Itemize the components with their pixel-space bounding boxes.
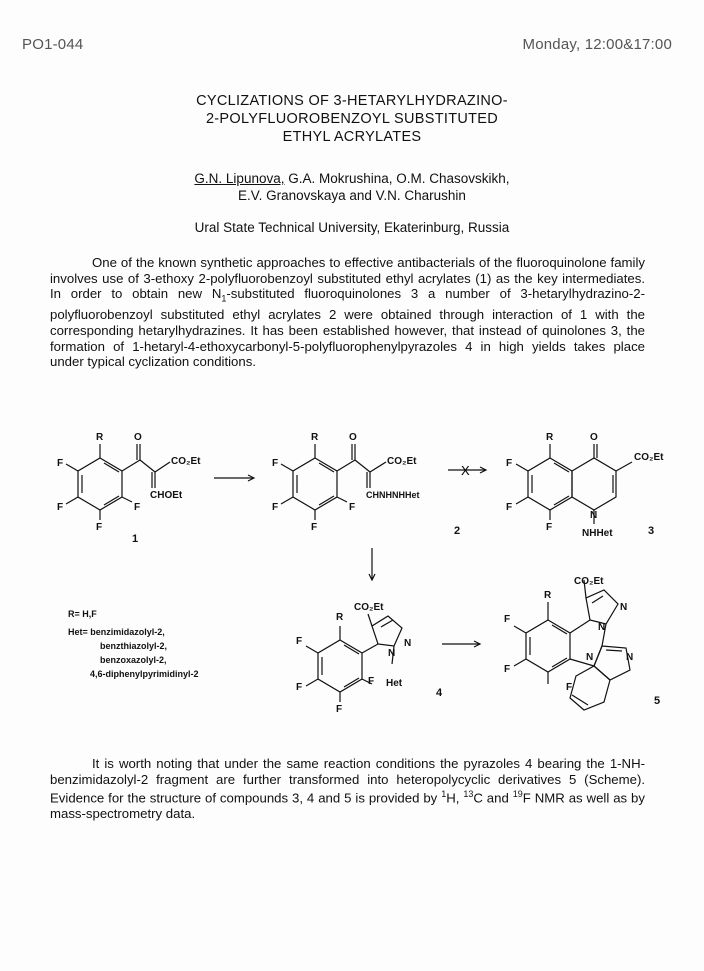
svg-text:O: O (134, 432, 142, 443)
svg-text:F: F (506, 458, 513, 469)
svg-text:F: F (546, 522, 553, 533)
svg-text:N: N (586, 652, 594, 663)
svg-text:F: F (504, 664, 511, 675)
svg-text:N: N (388, 648, 396, 659)
affiliation: Ural State Technical University, Ekaterinburg, Russia (194, 220, 510, 235)
paragraph-intro: One of the known synthetic approaches to effective antibacterials of the fluoroquinolone family involves use of 3-ethoxy 2-polyfluorobenzoyl substituted ethyl acrylates (1) as the key intermediates. In order to obtain new $N_1$-substituted fluoroquinolones 3 a number of 3-hetarylhydrazino-2-polyfluorobenzoyl substituted ethyl acrylates 2 were obtained through interaction of 1 with the corresponding hetarylhydrazines. It has been established however, that instead of quinolones 3, the formation of 1-hetaryl-4-ethoxycarbonyl-5-polyfluorophenylpyrazoles 4 in high yields takes place under typical cyclization conditions. (50, 255, 645, 370)
compound-3-structure (516, 444, 632, 524)
svg-text:F: F (57, 502, 64, 513)
svg-text:F: F (566, 682, 573, 693)
svg-text:N: N (590, 510, 598, 521)
abstract-code: PO1-044 (22, 36, 84, 53)
legend-het-1: Het= benzimidazolyl-2, (68, 627, 165, 637)
svg-text:N: N (626, 652, 634, 663)
title-line-2: 2-POLYFLUOROBENZOYL SUBSTITUTED (205, 111, 499, 127)
svg-text:CO₂Et: CO₂Et (354, 602, 384, 613)
authors (0, 170, 704, 204)
svg-text:F: F (349, 502, 356, 513)
svg-text:F: F (296, 636, 303, 647)
svg-text:R: R (311, 432, 319, 443)
legend-r: R= H,F (68, 609, 97, 619)
compound-2-label: 2 (454, 525, 461, 537)
authors-line-2: E.V. Granovskaya and V.N. Charushin (238, 188, 466, 203)
svg-text:F: F (272, 502, 279, 513)
svg-text:CO₂Et: CO₂Et (574, 576, 604, 587)
authors-line-1: G.A. Mokrushina, O.M. Chasovskikh, (284, 171, 510, 186)
legend-het-3: benzoxazolyl-2, (100, 655, 167, 665)
svg-text:NHHet: NHHet (582, 528, 613, 539)
svg-text:CHOEt: CHOEt (150, 490, 183, 501)
paragraph-conclusion: It is worth noting that under the same reaction conditions the pyrazoles 4 bearing the 1-NH-benzimidazolyl-2 fragment are further transformed into heteropolycyclic derivatives 5 (Scheme). Evidence for the structure of compounds 3, 4 and 5 is provided by $^1$H, $^{13}$C and $^{19}$F NMR as well as by mass-spectrometry data. (50, 756, 645, 822)
svg-text:CO₂Et: CO₂Et (634, 452, 664, 463)
paper-title (0, 92, 704, 146)
svg-text:F: F (96, 522, 103, 533)
svg-text:R: R (336, 612, 344, 623)
presenting-author: G.N. Lipunova, (194, 171, 285, 186)
svg-text:R: R (96, 432, 104, 443)
compound-1-structure (66, 444, 170, 520)
svg-text:N: N (620, 602, 628, 613)
svg-text:N: N (404, 638, 412, 649)
svg-text:F: F (368, 676, 375, 687)
svg-text:F: F (272, 458, 279, 469)
session-time: Monday, 12:00&17:00 (522, 36, 672, 53)
legend-het-4: 4,6-diphenylpyrimidinyl-2 (90, 669, 199, 679)
svg-text:F: F (134, 502, 141, 513)
compound-5-label: 5 (654, 695, 661, 707)
svg-text:F: F (504, 614, 511, 625)
svg-text:R: R (544, 590, 552, 601)
svg-text:O: O (349, 432, 357, 443)
svg-text:Het: Het (386, 678, 403, 689)
svg-text:F: F (336, 704, 343, 715)
title-line-1: CYCLIZATIONS OF 3-HETARYLHYDRAZINO- (196, 93, 508, 109)
compound-1-label: 1 (132, 533, 139, 545)
svg-text:F: F (296, 682, 303, 693)
svg-text:F: F (311, 522, 318, 533)
title-line-3: ETHYL ACRYLATES (282, 129, 422, 145)
compound-2-structure (281, 444, 386, 520)
svg-text:F: F (506, 502, 513, 513)
compound-3-label: 3 (648, 525, 655, 537)
svg-text:CHNHNHHet: CHNHNHHet (366, 490, 420, 500)
compound-4-label: 4 (436, 687, 443, 699)
reaction-scheme (0, 420, 704, 740)
svg-text:N: N (598, 622, 606, 633)
legend-het-2: benzthiazolyl-2, (100, 641, 168, 651)
svg-text:CO₂Et: CO₂Et (171, 456, 201, 467)
svg-text:CO₂Et: CO₂Et (387, 456, 417, 467)
svg-text:F: F (57, 458, 64, 469)
svg-text:R: R (546, 432, 554, 443)
svg-text:O: O (590, 432, 598, 443)
no-reaction-mark: X (461, 463, 470, 478)
